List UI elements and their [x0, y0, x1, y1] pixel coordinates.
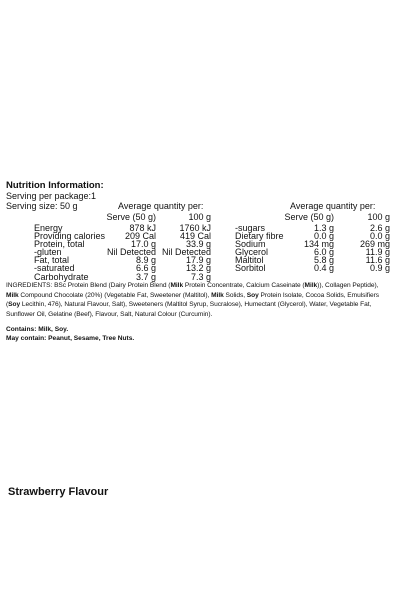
may-contain-line: May contain: Peanut, Sesame, Tree Nuts.: [6, 335, 135, 342]
contains-line: Contains: Milk, Soy.: [6, 326, 69, 333]
per100-header-left: 100 g: [188, 212, 211, 222]
nutrient-serve: 17.0 g: [130, 239, 156, 250]
allergen-highlight: Milk: [6, 291, 19, 299]
nutrient-per100: Nil Detected: [161, 247, 211, 258]
ingredients-segment: Solids,: [223, 291, 247, 299]
nutrient-serve: 209 Cal: [124, 231, 156, 242]
nutrient-label: Dietary fibre: [235, 231, 284, 242]
nutrient-per100: 419 Cal: [179, 231, 211, 242]
servings-per-package: Serving per package:1: [6, 191, 97, 201]
serve-header-right: Serve (50 g): [284, 212, 334, 222]
nutrient-label: Providing calories: [34, 231, 106, 242]
nutrient-serve: 5.8 g: [313, 255, 334, 266]
nutrient-label: -sugars: [235, 223, 266, 233]
serving-size-header-row: [6, 201, 394, 212]
nutrient-label: Protein, total: [34, 239, 85, 250]
allergen-highlight: Milk: [304, 282, 318, 289]
serve-header-left: Serve (50 g): [106, 212, 156, 222]
nutrient-per100: 0.9 g: [369, 263, 390, 274]
allergen-statement: [6, 325, 386, 343]
nutrient-serve: 0.0 g: [313, 231, 334, 242]
nutrient-serve: 6.0 g: [313, 247, 334, 258]
nutrition-title: Nutrition Information:: [6, 180, 104, 191]
allergen-highlight: Milk: [170, 282, 184, 289]
nutrient-label: -saturated: [34, 263, 75, 274]
flavour-name: Strawberry Flavour: [8, 486, 109, 498]
table-row: [6, 273, 394, 281]
nutrient-label: Energy: [34, 223, 63, 233]
nutrient-per100: 2.6 g: [369, 223, 390, 233]
nutrient-per100: 11.6 g: [365, 255, 390, 266]
nutrition-rows: [6, 224, 394, 281]
nutrient-label: Maltitol: [235, 255, 264, 266]
nutrient-per100: 269 mg: [359, 239, 390, 250]
avg-qty-header-right: Average quantity per:: [290, 201, 376, 211]
nutrient-per100: 11.9 g: [365, 247, 390, 258]
nutrient-label: Sorbitol: [235, 263, 266, 274]
nutrient-serve: 8.9 g: [135, 255, 156, 266]
allergen-highlight: Soy: [246, 291, 259, 299]
nutrition-panel: [6, 180, 394, 281]
ingredients-text: [6, 281, 386, 319]
nutrient-per100: 0.0 g: [369, 231, 390, 242]
nutrient-serve: 1.3 g: [313, 223, 334, 233]
ingredients-segment: Protein Isolate, Cocoa Solids, Emulsifiers (: [6, 291, 379, 309]
nutrient-label: Fat, total: [34, 255, 70, 266]
nutrient-serve: 0.4 g: [313, 263, 334, 274]
nutrient-per100: 13.2 g: [185, 263, 211, 274]
nutrient-label: -gluten: [34, 247, 62, 258]
ingredients-segment: Protein Concentrate, Calcium Caseinate (: [183, 282, 305, 289]
nutrient-per100: 33.9 g: [185, 239, 211, 250]
nutrient-serve: 3.7 g: [135, 271, 156, 282]
allergen-highlight: Milk: [211, 291, 224, 299]
ingredients-segment: Lecithin, 476), Natural Flavour, Salt), Sweeteners (Maltitol Syrup, Sucralose), Humectant (Glycerol), Water, Vegetable Fat, Sunflower Oil, Gelatine (Beef), Flavour, Salt, Natural Colour (Curcumin).: [6, 301, 372, 318]
nutrient-per100: 7.3 g: [190, 271, 211, 282]
column-header-row: [6, 212, 394, 223]
serving-size: Serving size: 50 g: [6, 201, 78, 211]
nutrient-per100: 1760 kJ: [179, 223, 211, 233]
nutrient-serve: 878 kJ: [129, 223, 156, 233]
nutrient-serve: 6.6 g: [135, 263, 156, 274]
ingredients-segment: INGREDIENTS: BSc Protein Blend (Dairy Protein Blend (: [6, 282, 171, 289]
ingredients-segment: Compound Chocolate (20%) (Vegetable Fat, Sweetener (Maltitol),: [18, 291, 212, 299]
per100-header-right: 100 g: [367, 212, 390, 222]
nutrient-label: Glycerol: [235, 247, 269, 258]
nutrient-serve: 134 mg: [303, 239, 334, 250]
nutrient-label: Carbohydrate: [34, 271, 89, 282]
nutrient-serve: Nil Detected: [106, 247, 156, 258]
ingredients-segment: )), Collagen Peptide),: [317, 282, 379, 289]
avg-qty-header-left: Average quantity per:: [118, 201, 204, 211]
allergen-highlight: Soy: [8, 301, 21, 309]
nutrient-label: Sodium: [235, 239, 266, 250]
nutrient-per100: 17.9 g: [185, 255, 211, 266]
